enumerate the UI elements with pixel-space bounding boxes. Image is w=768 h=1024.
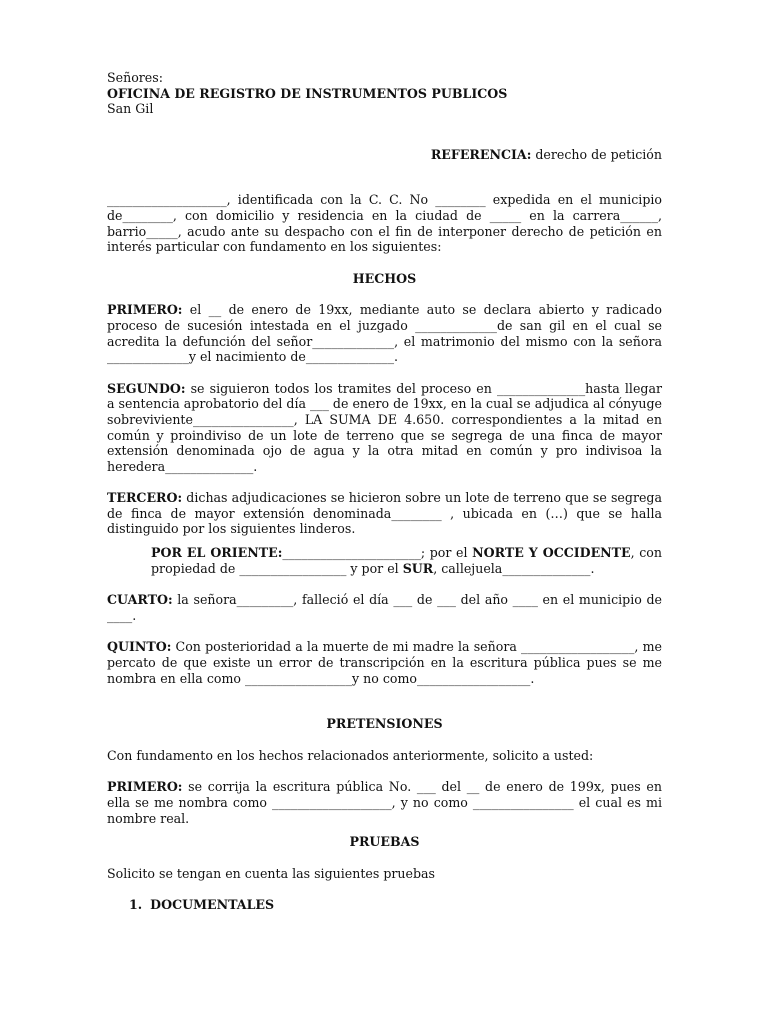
intro-paragraph: ___________________, identificada con la C. C. No ________ expedida en el municipio de________, con domicilio y residencia en la ciudad de _____ en la carrera______, barrio_____, acudo ante su despacho con el fin de interponer derecho de petición en interés particular con fundamento en los siguientes:	[107, 192, 662, 255]
pretensiones-intro: Con fundamento en los hechos relacionados anteriormente, solicito a usted:	[107, 747, 594, 763]
hecho-tercero: TERCERO: dichas adjudicaciones se hicieron sobre un lote de terreno que se segrega de finca de mayor extensión denominada________ , ubicada en (…) que se halla distinguido por los siguientes linderos.	[107, 490, 662, 537]
hecho-cuarto: CUARTO: la señora_________, falleció el día ___ de ___ del año ____ en el municipio de ____.	[107, 592, 662, 623]
pruebas-item	[107, 897, 662, 913]
pruebas-item-number: 1.	[129, 897, 143, 913]
reference-label: REFERENCIA:	[430, 146, 532, 162]
recipient-office: OFICINA DE REGISTRO DE INSTRUMENTOS PUBLICOS	[107, 85, 508, 101]
linderos-block: POR EL ORIENTE:______________________; por el NORTE Y OCCIDENTE, con propiedad de _________________ y por el SUR, callejuela______________.	[151, 545, 663, 576]
salutation: Señores:	[107, 70, 163, 85]
reference-line	[107, 147, 662, 163]
hecho-segundo: SEGUNDO: se siguieron todos los tramites del proceso en ______________hasta llegar a sentencia aprobatorio del día ___ de enero de 19xx, en la cual se adjudica al cónyuge sobreviviente________________, LA SUMA DE 4.650. correspondientes a la mitad en común y proindiviso de un lote de terreno que se segrega de una finca de mayor extensión denominada ojo de agua y la otra mitad en común y pro indivisoa la heredera______________.	[107, 380, 662, 474]
hecho-quinto: QUINTO: Con posterioridad a la muerte de mi madre la señora __________________, me percato de que existe un error de transcripción en la escritura pública pues se me nombra en ella como _________________y no como__________________.	[107, 639, 662, 686]
hecho-primero: PRIMERO: el __ de enero de 19xx, mediante auto se declara abierto y radicado proceso de sucesión intestada en el juzgado _____________de san gil en el cual se acredita la defunción del señor_____________, el matrimonio del mismo con la señora _____________y el nacimiento de______________.	[107, 302, 662, 365]
recipient-city: San Gil	[107, 101, 154, 117]
pruebas-intro: Solicito se tengan en cuenta las siguientes pruebas	[107, 865, 436, 881]
pretension-primero: PRIMERO: se corrija la escritura pública No. ___ del __ de enero de 199x, pues en ella se me nombra como ___________________, y no como ________________ el cual es mi nombre real.	[107, 779, 662, 826]
pruebas-item-label: DOCUMENTALES	[150, 897, 275, 913]
section-title-pruebas: PRUEBAS	[349, 834, 420, 850]
reference-text: derecho de petición	[531, 146, 662, 162]
section-title-hechos: HECHOS	[352, 270, 417, 286]
section-title-pretensiones: PRETENSIONES	[326, 716, 443, 732]
